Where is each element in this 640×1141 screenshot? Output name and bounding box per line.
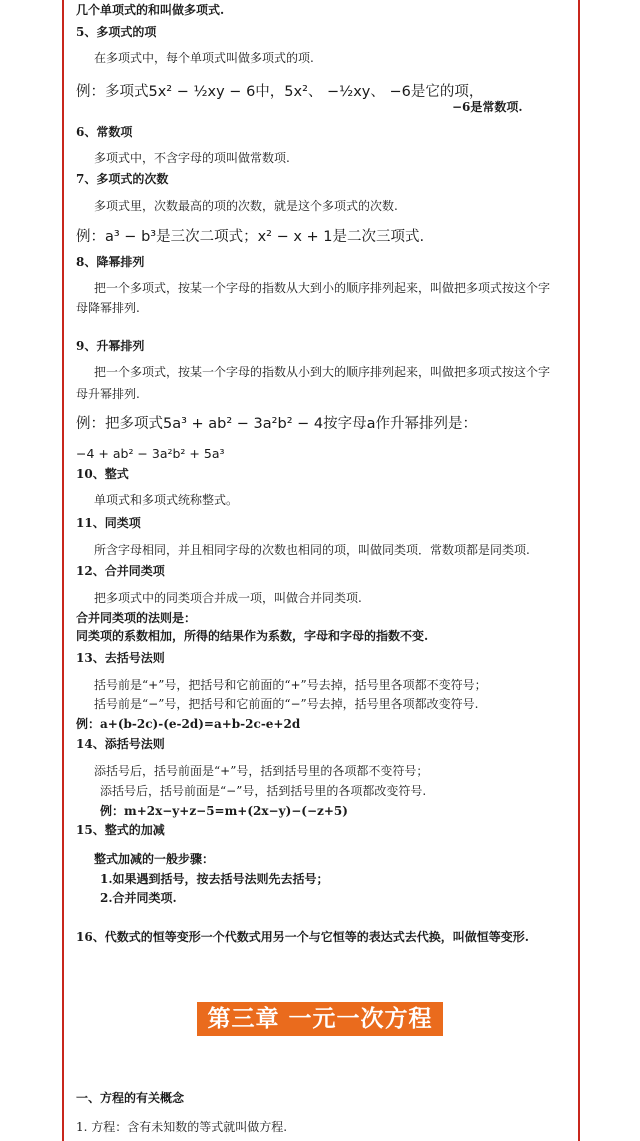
section-heading: 8、降幂排列 [76, 255, 145, 269]
text-line: 同类项的系数相加，所得的结果作为系数，字母和字母的指数不变. [76, 629, 429, 643]
example-line: 例：a+(b-2c)-(e-2d)=a+b-2c-e+2d [76, 717, 301, 731]
text-line: 几个单项式的和叫做多项式. [76, 3, 225, 17]
text-line: 括号前是“−”号，把括号和它前面的“−”号去掉，括号里各项都改变符号. [94, 697, 479, 711]
text-line: 添括号后，括号前面是“−”号，括到括号里的各项都改变符号. [100, 784, 427, 798]
section-heading: 6、常数项 [76, 125, 133, 139]
text-line: 把一个多项式，按某一个字母的指数从小到大的顺序排列起来，叫做把多项式按这个字 [94, 365, 551, 379]
section-heading: 5、多项式的项 [76, 25, 157, 39]
text-line: 多项式中，不含字母的项叫做常数项. [94, 151, 290, 165]
text-line: −6是常数项. [452, 100, 523, 114]
section-heading: 14、添括号法则 [76, 737, 165, 751]
example-line: 例：m+2x−y+z−5=m+(2x−y)−(−z+5) [100, 804, 348, 818]
text-line: 2.合并同类项. [100, 891, 177, 905]
text-line: 多项式里，次数最高的项的次数，就是这个多项式的次数. [94, 199, 398, 213]
text-line: 在多项式中，每个单项式叫做多项式的项. [94, 51, 314, 65]
chapter-title-banner: 第三章 一元一次方程 [197, 1002, 443, 1036]
text-line: 单项式和多项式统称整式。 [94, 493, 239, 507]
section-heading: 15、整式的加减 [76, 823, 165, 837]
example-line: −4 + ab² − 3a²b² + 5a³ [76, 446, 225, 461]
text-line: 添括号后，括号前面是“+”号，括到括号里的各项都不变符号； [94, 764, 429, 778]
section-heading: 10、整式 [76, 467, 129, 481]
text-line: 1.如果遇到括号，按去括号法则先去括号； [100, 872, 329, 886]
section-heading: 12、合并同类项 [76, 564, 165, 578]
section-heading: 一、方程的有关概念 [76, 1091, 185, 1105]
text-line: 整式加减的一般步骤： [94, 852, 215, 866]
text-line: 合并同类项的法则是： [76, 611, 197, 625]
example-line: 例：把多项式5a³ + ab² − 3a²b² − 4按字母a作升幂排列是： [76, 416, 477, 432]
section-heading: 11、同类项 [76, 516, 141, 530]
text-line: 1. 方程：含有未知数的等式就叫做方程. [76, 1120, 288, 1134]
text-line: 所含字母相同，并且相同字母的次数也相同的项，叫做同类项．常数项都是同类项. [94, 543, 530, 557]
text-line: 把一个多项式，按某一个字母的指数从大到小的顺序排列起来，叫做把多项式按这个字 [94, 281, 551, 295]
example-line: 例：多项式5x² − ½xy − 6中，5x²、 −½xy、 −6是它的项， [76, 84, 484, 100]
example-line: 例：a³ − b³是三次二项式；x² − x + 1是二次三项式. [76, 229, 425, 245]
section-heading: 9、升幂排列 [76, 339, 145, 353]
section-heading: 13、去括号法则 [76, 651, 165, 665]
text-line: 母降幂排列. [76, 301, 140, 315]
section-heading: 16、代数式的恒等变形一个代数式用另一个与它恒等的表达式去代换，叫做恒等变形. [76, 930, 529, 944]
page-border-left [62, 0, 64, 1141]
page-border-right [578, 0, 580, 1141]
section-heading: 7、多项式的次数 [76, 172, 169, 186]
text-line: 母升幂排列. [76, 387, 140, 401]
text-line: 把多项式中的同类项合并成一项，叫做合并同类项. [94, 591, 362, 605]
text-line: 括号前是“+”号，把括号和它前面的“+”号去掉，括号里各项都不变符号； [94, 678, 487, 692]
